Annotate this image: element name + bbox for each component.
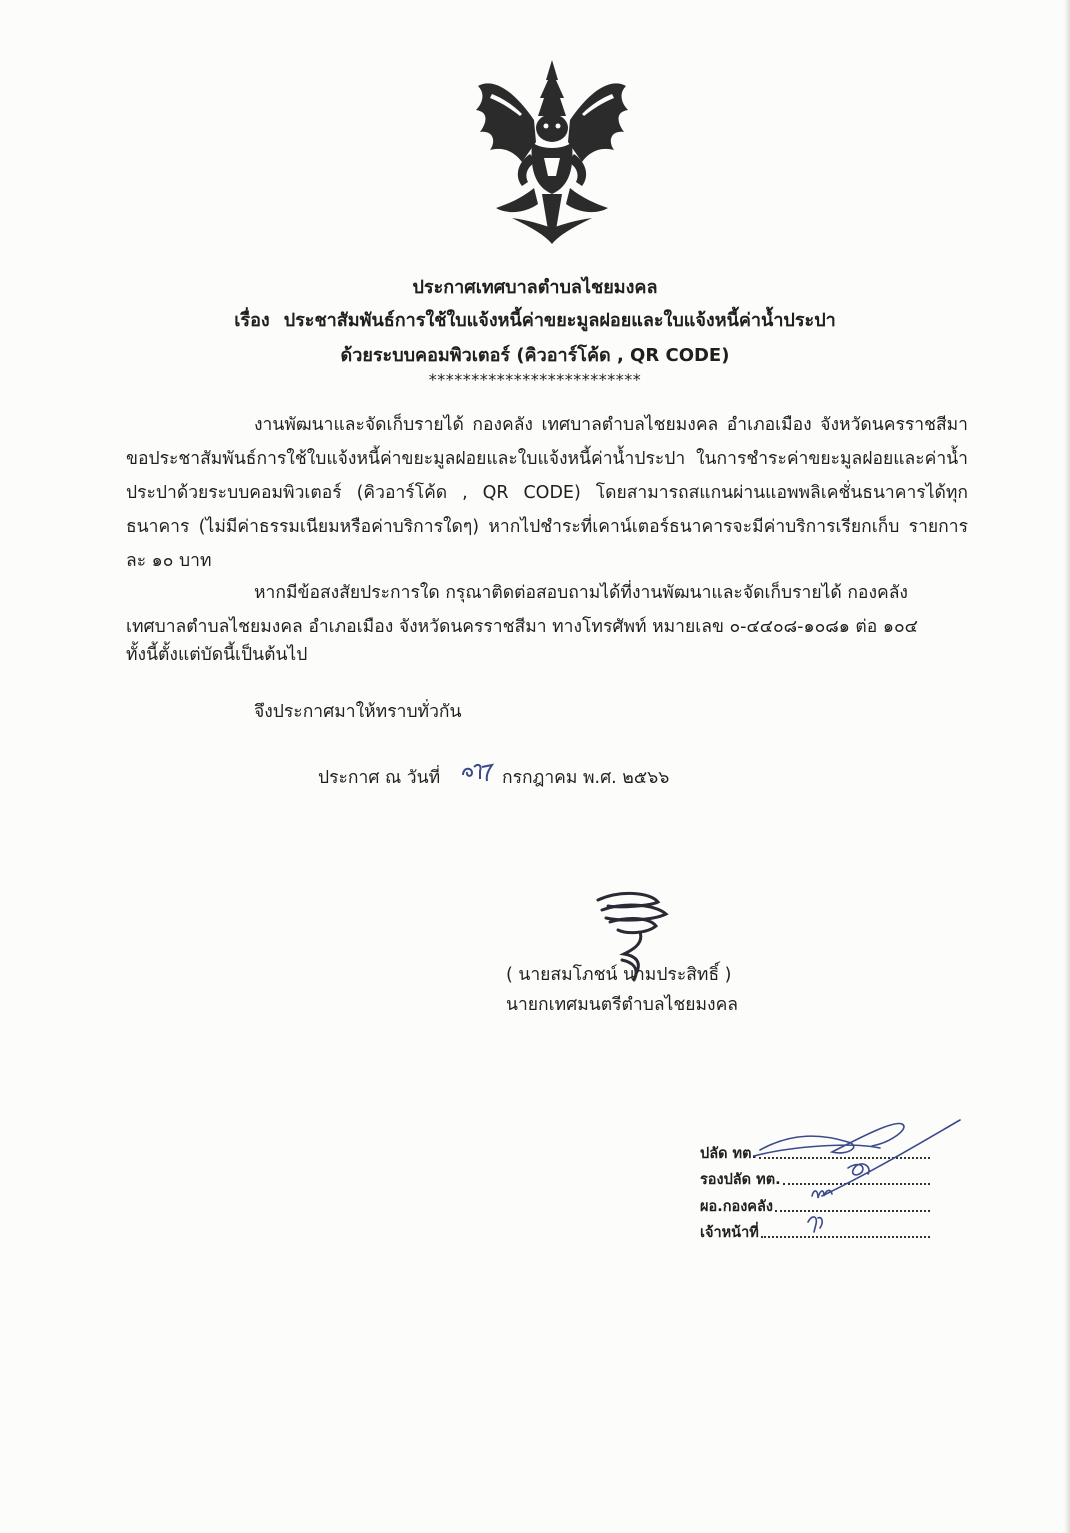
closing-statement: จึงประกาศมาให้ทราบทั่วกัน — [254, 702, 462, 722]
approval-initials-icon — [752, 1112, 967, 1252]
subject-line — [0, 305, 1070, 334]
date-month-year: กรกฎาคม พ.ศ. ๒๕๖๖ — [502, 768, 670, 788]
header-separator: ************************* — [428, 370, 642, 389]
body-paragraph-2-line-1: หากมีข้อสงสัยประการใด กรุณาติดต่อสอบถามได้ที่งานพัฒนาและจัดเก็บรายได้ กองคลัง — [254, 583, 908, 603]
body-paragraph-1: งานพัฒนาและจัดเก็บรายได้ กองคลัง เทศบาลตำบลไชยมงคล อำเภอเมือง จังหวัดนครราชสีมา ขอประชาสัมพันธ์การใช้ใบแจ้งหนี้ค่าขยะมูลฝอยและใบแจ้งหนี้ค่าน้ำประปา ในการชำระค่าขยะมูลฝอยและค่าน้ำประปาด้วยระบบคอมพิวเตอร์ (คิวอาร์โค้ด , QR CODE) โดยสามารถสแกนผ่านแอพพลิเคชั่นธนาคารได้ทุกธนาคาร (ไม่มีค่าธรรมเนียมหรือค่าบริการใดๆ) หากไปชำระที่เคาน์เตอร์ธนาคารจะมีค่าบริการเรียกเก็บ รายการละ ๑๐ บาท — [126, 415, 968, 571]
approval-label: รองปลัด ทต. — [700, 1172, 781, 1188]
date-prefix: ประกาศ ณ วันที่ — [318, 768, 441, 788]
announcement-agency: ประกาศเทศบาลตำบลไชยมงคล — [412, 277, 658, 298]
subject-text-line1: ประชาสัมพันธ์การใช้ใบแจ้งหนี้ค่าขยะมูลฝอยและใบแจ้งหนี้ค่าน้ำประปา — [283, 310, 836, 331]
garuda-emblem-icon — [472, 58, 632, 246]
signatory-title: นายกเทศมนตรีตำบลไชยมงคล — [506, 995, 738, 1015]
approval-label: ปลัด ทต. — [700, 1145, 758, 1162]
handwritten-day-icon — [460, 757, 496, 785]
body-paragraph-2-line-2: เทศบาลตำบลไชยมงคล อำเภอเมือง จังหวัดนครราชสีมา ทางโทรศัพท์ หมายเลข ๐-๔๔๐๘-๑๐๘๑ ต่อ ๑๐๔ — [126, 617, 918, 637]
signatory-name: ( นายสมโภชน์ นามประสิทธิ์ ) — [506, 965, 732, 985]
subject-label: เรื่อง — [234, 310, 270, 331]
page-edge-shadow — [1064, 0, 1070, 1533]
subject-text-line2: ด้วยระบบคอมพิวเตอร์ (คิวอาร์โค้ด , QR CODE) — [340, 345, 730, 366]
approval-label: เจ้าหน้าที่ — [700, 1225, 759, 1241]
approval-label: ผอ.กองคลัง — [700, 1198, 773, 1215]
body-paragraph-2-line-3: ทั้งนี้ตั้งแต่บัดนี้เป็นต้นไป — [126, 645, 308, 665]
